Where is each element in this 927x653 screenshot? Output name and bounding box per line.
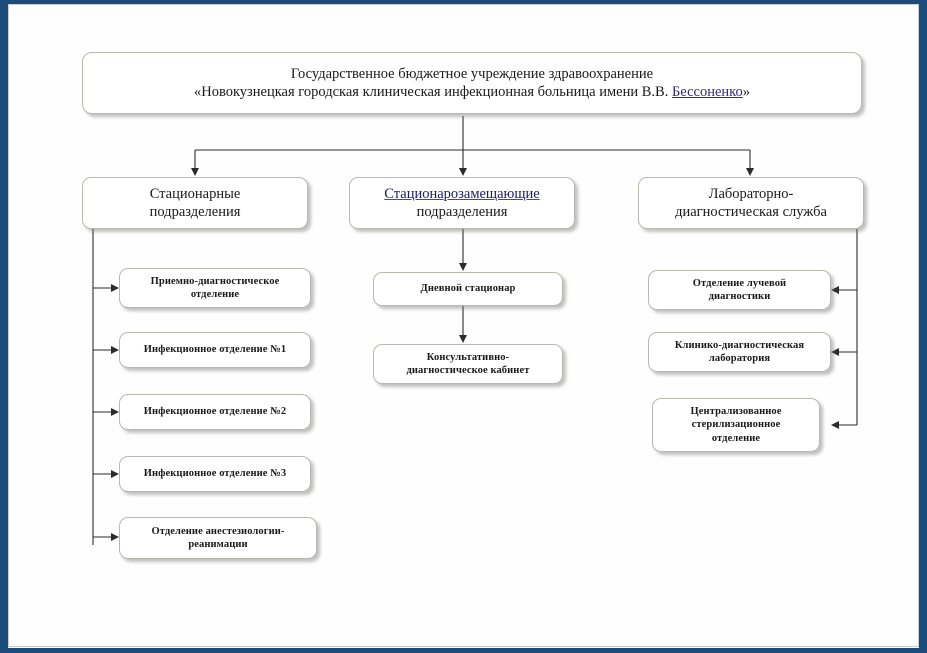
root-node	[82, 52, 862, 114]
branch-node-laboratorno-diagnosticheskaya	[638, 177, 864, 229]
leaf-3-3-line-1: Централизованное	[690, 406, 782, 418]
leaf-node-konsultativno-diagnosticheskoe	[373, 344, 563, 384]
leaf-3-3-line-3: отделение	[711, 432, 761, 444]
leaf-node-dnevnoy-stacionar	[373, 272, 563, 306]
page-edge-left	[0, 0, 8, 653]
root-line-2	[194, 83, 750, 101]
leaf-3-1-line-1: Отделение лучевой	[692, 277, 787, 289]
page-edge-right	[919, 0, 927, 653]
leaf-1-4-line-1: Инфекционное отделение №3	[143, 468, 287, 480]
branch-3-title-line-1: Лабораторно-	[708, 185, 794, 202]
branch-1-title-line-1: Стационарные	[149, 185, 241, 202]
leaf-node-infekcionnoe-1	[119, 332, 311, 368]
branch-node-statsionarozameshchayushchie	[349, 177, 575, 229]
leaf-node-infekcionnoe-2	[119, 394, 311, 430]
leaf-1-5-line-1: Отделение анестезиологии-	[151, 525, 285, 537]
leaf-1-3-line-1: Инфекционное отделение №2	[143, 406, 287, 418]
leaf-node-anesteziologii-reanimacii	[119, 517, 317, 559]
leaf-node-priemno-diagnosticheskoe	[119, 268, 311, 308]
root-name-link[interactable]: Бессоненко	[671, 84, 743, 100]
leaf-2-2-text-line-2: диагностическое кабинет	[406, 365, 530, 376]
leaf-1-1-line-2: отделение	[190, 289, 240, 300]
leaf-3-2-line-1: Клинико-диагностическая	[674, 339, 805, 351]
page-edge-bottom	[0, 648, 927, 653]
leaf-node-infekcionnoe-3	[119, 456, 311, 492]
branch-1-title-line-2: подразделения	[149, 204, 241, 220]
leaf-node-centralizovannoe-sterilizacionnoe	[652, 398, 820, 452]
leaf-2-2-text-line-1: Консультативно-	[426, 351, 510, 363]
leaf-node-kliniko-diagnosticheskaya-laboratoriya	[648, 332, 831, 372]
root-line-2-suffix: »	[742, 84, 750, 100]
branch-node-statsionarnye	[82, 177, 308, 229]
leaf-3-3-line-2: стерилизационное	[691, 419, 781, 431]
leaf-2-1-line-1: Дневной стационар	[420, 283, 516, 295]
branch-2-title-line-2: подразделения	[416, 204, 508, 220]
branch-2-title-line-1[interactable]: Стационарозамещающие	[384, 185, 540, 202]
leaf-1-2-line-1: Инфекционное отделение №1	[143, 344, 287, 356]
leaf-3-1-line-2: диагностики	[708, 291, 771, 302]
leaf-node-luchevoy-diagnostiki	[648, 270, 831, 310]
root-line-2-prefix: «Новокузнецкая городская клиническая инфекционная больница имени В.В.	[193, 84, 672, 100]
leaf-1-1-line-1: Приемно-диагностическое	[150, 275, 280, 287]
branch-3-title-line-2: диагностическая служба	[675, 204, 827, 220]
leaf-3-2-line-2: лаборатория	[708, 353, 771, 364]
root-line-1: Государственное бюджетное учреждение здравоохранение	[290, 65, 654, 82]
leaf-1-5-line-2: реанимации	[188, 539, 248, 550]
